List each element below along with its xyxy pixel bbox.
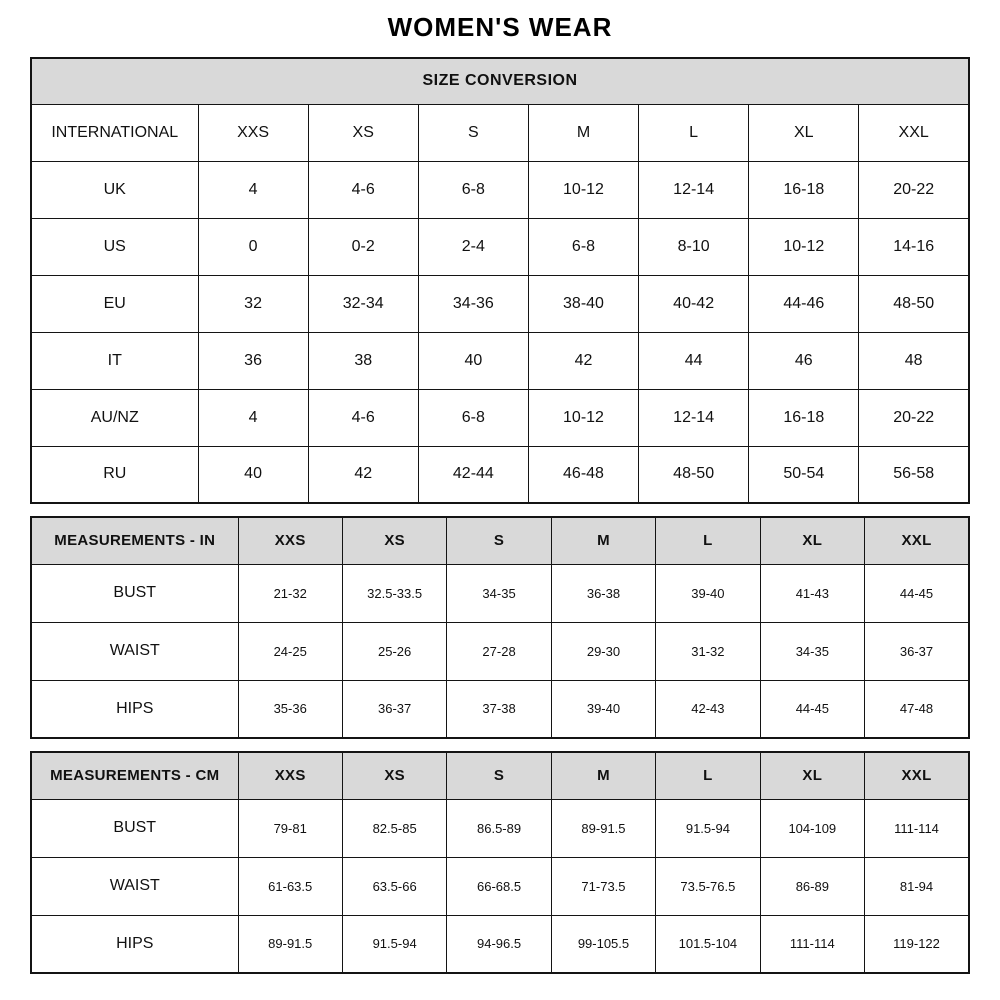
column-header-cell: XXS <box>198 104 308 161</box>
value-cell: 4-6 <box>308 161 418 218</box>
value-cell: 10-12 <box>528 389 638 446</box>
value-cell: 71-73.5 <box>551 857 655 915</box>
value-cell: 20-22 <box>859 389 969 446</box>
value-cell: 44 <box>639 332 749 389</box>
corner-header-cell: MEASUREMENTS - CM <box>31 752 238 799</box>
value-cell: 61-63.5 <box>238 857 342 915</box>
value-cell: 20-22 <box>859 161 969 218</box>
column-header-cell: L <box>656 517 760 564</box>
column-header-cell: XXL <box>865 752 969 799</box>
value-cell: 14-16 <box>859 218 969 275</box>
value-cell: 86.5-89 <box>447 799 551 857</box>
table-row <box>31 857 969 915</box>
value-cell: 44-46 <box>749 275 859 332</box>
column-header-cell: XS <box>342 517 446 564</box>
value-cell: 47-48 <box>865 680 969 738</box>
column-header-cell: M <box>551 517 655 564</box>
value-cell: 0 <box>198 218 308 275</box>
value-cell: 94-96.5 <box>447 915 551 973</box>
value-cell: 34-36 <box>418 275 528 332</box>
value-cell: 0-2 <box>308 218 418 275</box>
row-label-cell: BUST <box>31 799 238 857</box>
value-cell: 44-45 <box>760 680 864 738</box>
value-cell: 38 <box>308 332 418 389</box>
column-header-cell: XXL <box>859 104 969 161</box>
value-cell: 8-10 <box>639 218 749 275</box>
value-cell: 21-32 <box>238 564 342 622</box>
value-cell: 63.5-66 <box>342 857 446 915</box>
value-cell: 32 <box>198 275 308 332</box>
value-cell: 31-32 <box>656 622 760 680</box>
value-cell: 39-40 <box>656 564 760 622</box>
table-row <box>31 680 969 738</box>
column-header-cell: S <box>418 104 528 161</box>
value-cell: 42 <box>528 332 638 389</box>
column-header-cell: L <box>656 752 760 799</box>
column-header-cell: XL <box>760 752 864 799</box>
value-cell: 39-40 <box>551 680 655 738</box>
table-row <box>31 161 969 218</box>
column-header-cell: S <box>447 517 551 564</box>
value-cell: 10-12 <box>528 161 638 218</box>
column-header-cell: XXL <box>865 517 969 564</box>
table-row <box>31 799 969 857</box>
value-cell: 29-30 <box>551 622 655 680</box>
page-title: WOMEN'S WEAR <box>387 12 613 42</box>
corner-header-cell: INTERNATIONAL <box>31 104 198 161</box>
value-cell: 12-14 <box>639 389 749 446</box>
corner-header-cell: MEASUREMENTS - IN <box>31 517 238 564</box>
value-cell: 46 <box>749 332 859 389</box>
value-cell: 40-42 <box>639 275 749 332</box>
value-cell: 91.5-94 <box>656 799 760 857</box>
value-cell: 56-58 <box>859 446 969 503</box>
value-cell: 101.5-104 <box>656 915 760 973</box>
value-cell: 6-8 <box>528 218 638 275</box>
value-cell: 42-44 <box>418 446 528 503</box>
table-row <box>31 564 969 622</box>
table-row <box>31 622 969 680</box>
row-label-cell: RU <box>31 446 198 503</box>
value-cell: 6-8 <box>418 161 528 218</box>
value-cell: 32.5-33.5 <box>342 564 446 622</box>
value-cell: 48-50 <box>859 275 969 332</box>
value-cell: 40 <box>198 446 308 503</box>
value-cell: 119-122 <box>865 915 969 973</box>
column-header-row <box>31 752 969 799</box>
row-label-cell: EU <box>31 275 198 332</box>
value-cell: 36-38 <box>551 564 655 622</box>
row-label-cell: US <box>31 218 198 275</box>
value-cell: 41-43 <box>760 564 864 622</box>
value-cell: 10-12 <box>749 218 859 275</box>
value-cell: 79-81 <box>238 799 342 857</box>
value-cell: 16-18 <box>749 389 859 446</box>
value-cell: 36-37 <box>342 680 446 738</box>
value-cell: 34-35 <box>447 564 551 622</box>
value-cell: 16-18 <box>749 161 859 218</box>
column-header-cell: XXS <box>238 517 342 564</box>
value-cell: 82.5-85 <box>342 799 446 857</box>
value-cell: 27-28 <box>447 622 551 680</box>
value-cell: 42 <box>308 446 418 503</box>
row-label-cell: IT <box>31 332 198 389</box>
column-header-row <box>31 517 969 564</box>
value-cell: 104-109 <box>760 799 864 857</box>
row-label-cell: WAIST <box>31 857 238 915</box>
value-cell: 2-4 <box>418 218 528 275</box>
value-cell: 44-45 <box>865 564 969 622</box>
column-header-cell: XXS <box>238 752 342 799</box>
table-row <box>31 218 969 275</box>
value-cell: 12-14 <box>639 161 749 218</box>
table-title-row <box>31 58 969 104</box>
value-cell: 89-91.5 <box>551 799 655 857</box>
row-label-cell: WAIST <box>31 622 238 680</box>
value-cell: 111-114 <box>865 799 969 857</box>
value-cell: 35-36 <box>238 680 342 738</box>
column-header-cell: M <box>528 104 638 161</box>
value-cell: 89-91.5 <box>238 915 342 973</box>
row-label-cell: UK <box>31 161 198 218</box>
value-cell: 4 <box>198 389 308 446</box>
value-cell: 86-89 <box>760 857 864 915</box>
column-header-cell: M <box>551 752 655 799</box>
value-cell: 111-114 <box>760 915 864 973</box>
table-row <box>31 446 969 503</box>
row-label-cell: AU/NZ <box>31 389 198 446</box>
value-cell: 50-54 <box>749 446 859 503</box>
column-header-cell: S <box>447 752 551 799</box>
table-row <box>31 389 969 446</box>
column-header-cell: L <box>639 104 749 161</box>
value-cell: 24-25 <box>238 622 342 680</box>
column-header-cell: XS <box>342 752 446 799</box>
value-cell: 48-50 <box>639 446 749 503</box>
value-cell: 32-34 <box>308 275 418 332</box>
value-cell: 91.5-94 <box>342 915 446 973</box>
table-row <box>31 275 969 332</box>
value-cell: 4 <box>198 161 308 218</box>
value-cell: 46-48 <box>528 446 638 503</box>
column-header-cell: XL <box>749 104 859 161</box>
value-cell: 37-38 <box>447 680 551 738</box>
table-row <box>31 332 969 389</box>
value-cell: 34-35 <box>760 622 864 680</box>
value-cell: 38-40 <box>528 275 638 332</box>
column-header-cell: XS <box>308 104 418 161</box>
value-cell: 81-94 <box>865 857 969 915</box>
value-cell: 73.5-76.5 <box>656 857 760 915</box>
value-cell: 36 <box>198 332 308 389</box>
table-row <box>31 915 969 973</box>
size-conversion-table <box>30 57 970 504</box>
column-header-cell: XL <box>760 517 864 564</box>
value-cell: 25-26 <box>342 622 446 680</box>
row-label-cell: BUST <box>31 564 238 622</box>
row-label-cell: HIPS <box>31 680 238 738</box>
measurements-in-table <box>30 516 970 739</box>
table-title-cell: SIZE CONVERSION <box>31 58 969 104</box>
value-cell: 42-43 <box>656 680 760 738</box>
value-cell: 4-6 <box>308 389 418 446</box>
value-cell: 40 <box>418 332 528 389</box>
measurements-cm-table <box>30 751 970 974</box>
value-cell: 48 <box>859 332 969 389</box>
value-cell: 99-105.5 <box>551 915 655 973</box>
value-cell: 36-37 <box>865 622 969 680</box>
row-label-cell: HIPS <box>31 915 238 973</box>
value-cell: 6-8 <box>418 389 528 446</box>
value-cell: 66-68.5 <box>447 857 551 915</box>
column-header-row <box>31 104 969 161</box>
